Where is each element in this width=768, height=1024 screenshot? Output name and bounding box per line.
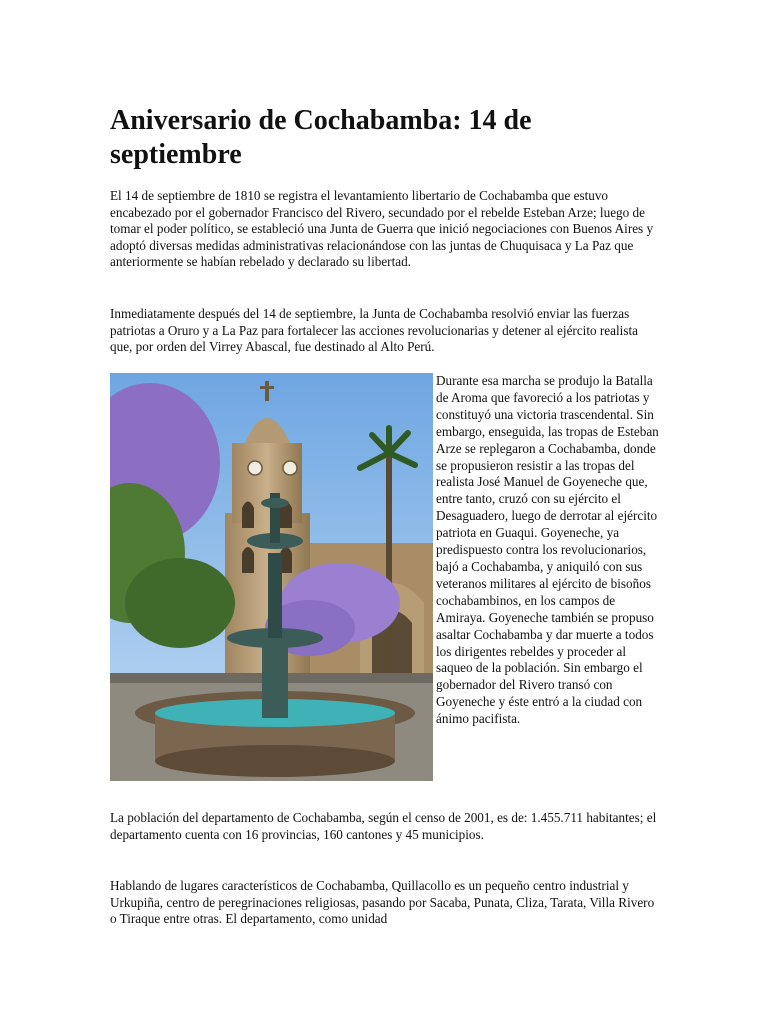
article-title: Aniversario de Cochabamba: 14 de septiembre bbox=[110, 105, 532, 170]
paragraph-places: Hablando de lugares característicos de Cochabamba, Quillacollo es un pequeño centro industrial y Urkupiña, centro de peregrinaciones religiosas, pasando por Sacaba, Punata, Cliza, Tarata, Villa Rivero o Tiraque entre otras. El departamento, como unidad bbox=[110, 878, 655, 926]
paragraph-junta: Inmediatamente después del 14 de septiembre, la Junta de Cochabamba resolvió enviar las fuerzas patriotas a Oruro y a La Paz para fortalecer las acciones revolucionarias y detener al ejército realista que, por orden del Virrey Abascal, fue destinado al Alto Perú. bbox=[110, 306, 638, 354]
paragraph-intro: El 14 de septiembre de 1810 se registra el levantamiento libertario de Cochabamba que estuvo encabezado por el gobernador Francisco del Rivero, secundado por el rebelde Esteban Arze; luego de tomar el poder político, se estableció una Junta de Guerra que inició negociaciones con Buenos Aires y adoptó diversas medidas administrativas relacionándose con las juntas de Chuquisaca y La Paz que anteriormente se habían rebelado y declarado su libertad. bbox=[110, 188, 654, 269]
cathedral-fountain-photo bbox=[110, 373, 433, 781]
paragraph-population: La población del departamento de Cochabamba, según el censo de 2001, es de: 1.455.711 habitantes; el departamento cuenta con 16 provincias, 160 cantones y 45 municipios. bbox=[110, 810, 657, 842]
paragraph-aroma: Durante esa marcha se produjo la Batalla de Aroma que favoreció a los patriotas y constituyó una victoria trascendental. Sin embargo, enseguida, las tropas de Esteban Arze se replegaron a Cochabamba, donde se propusieron resistir a las tropas del realista José Manuel de Goyeneche que, entre tanto, cruzó con su ejército el Desaguadero, luego de derrotar al ejército patriota en Guaqui. Goyeneche, ya predispuesto contra los revolucionarios, bajó a Cochabamba, y aniquiló con sus veteranos militares al ejército de bisoños cochabambinos, en los campos de Amiraya. Goyeneche también se propuso asaltar Cochabamba y dar muerte a todos los dirigentes rebeldes y proceder al saqueo de la población. Sin embargo el gobernador del Rivero transó con Goyeneche y éste entró a la ciudad con ánimo pacifista. bbox=[436, 373, 659, 727]
